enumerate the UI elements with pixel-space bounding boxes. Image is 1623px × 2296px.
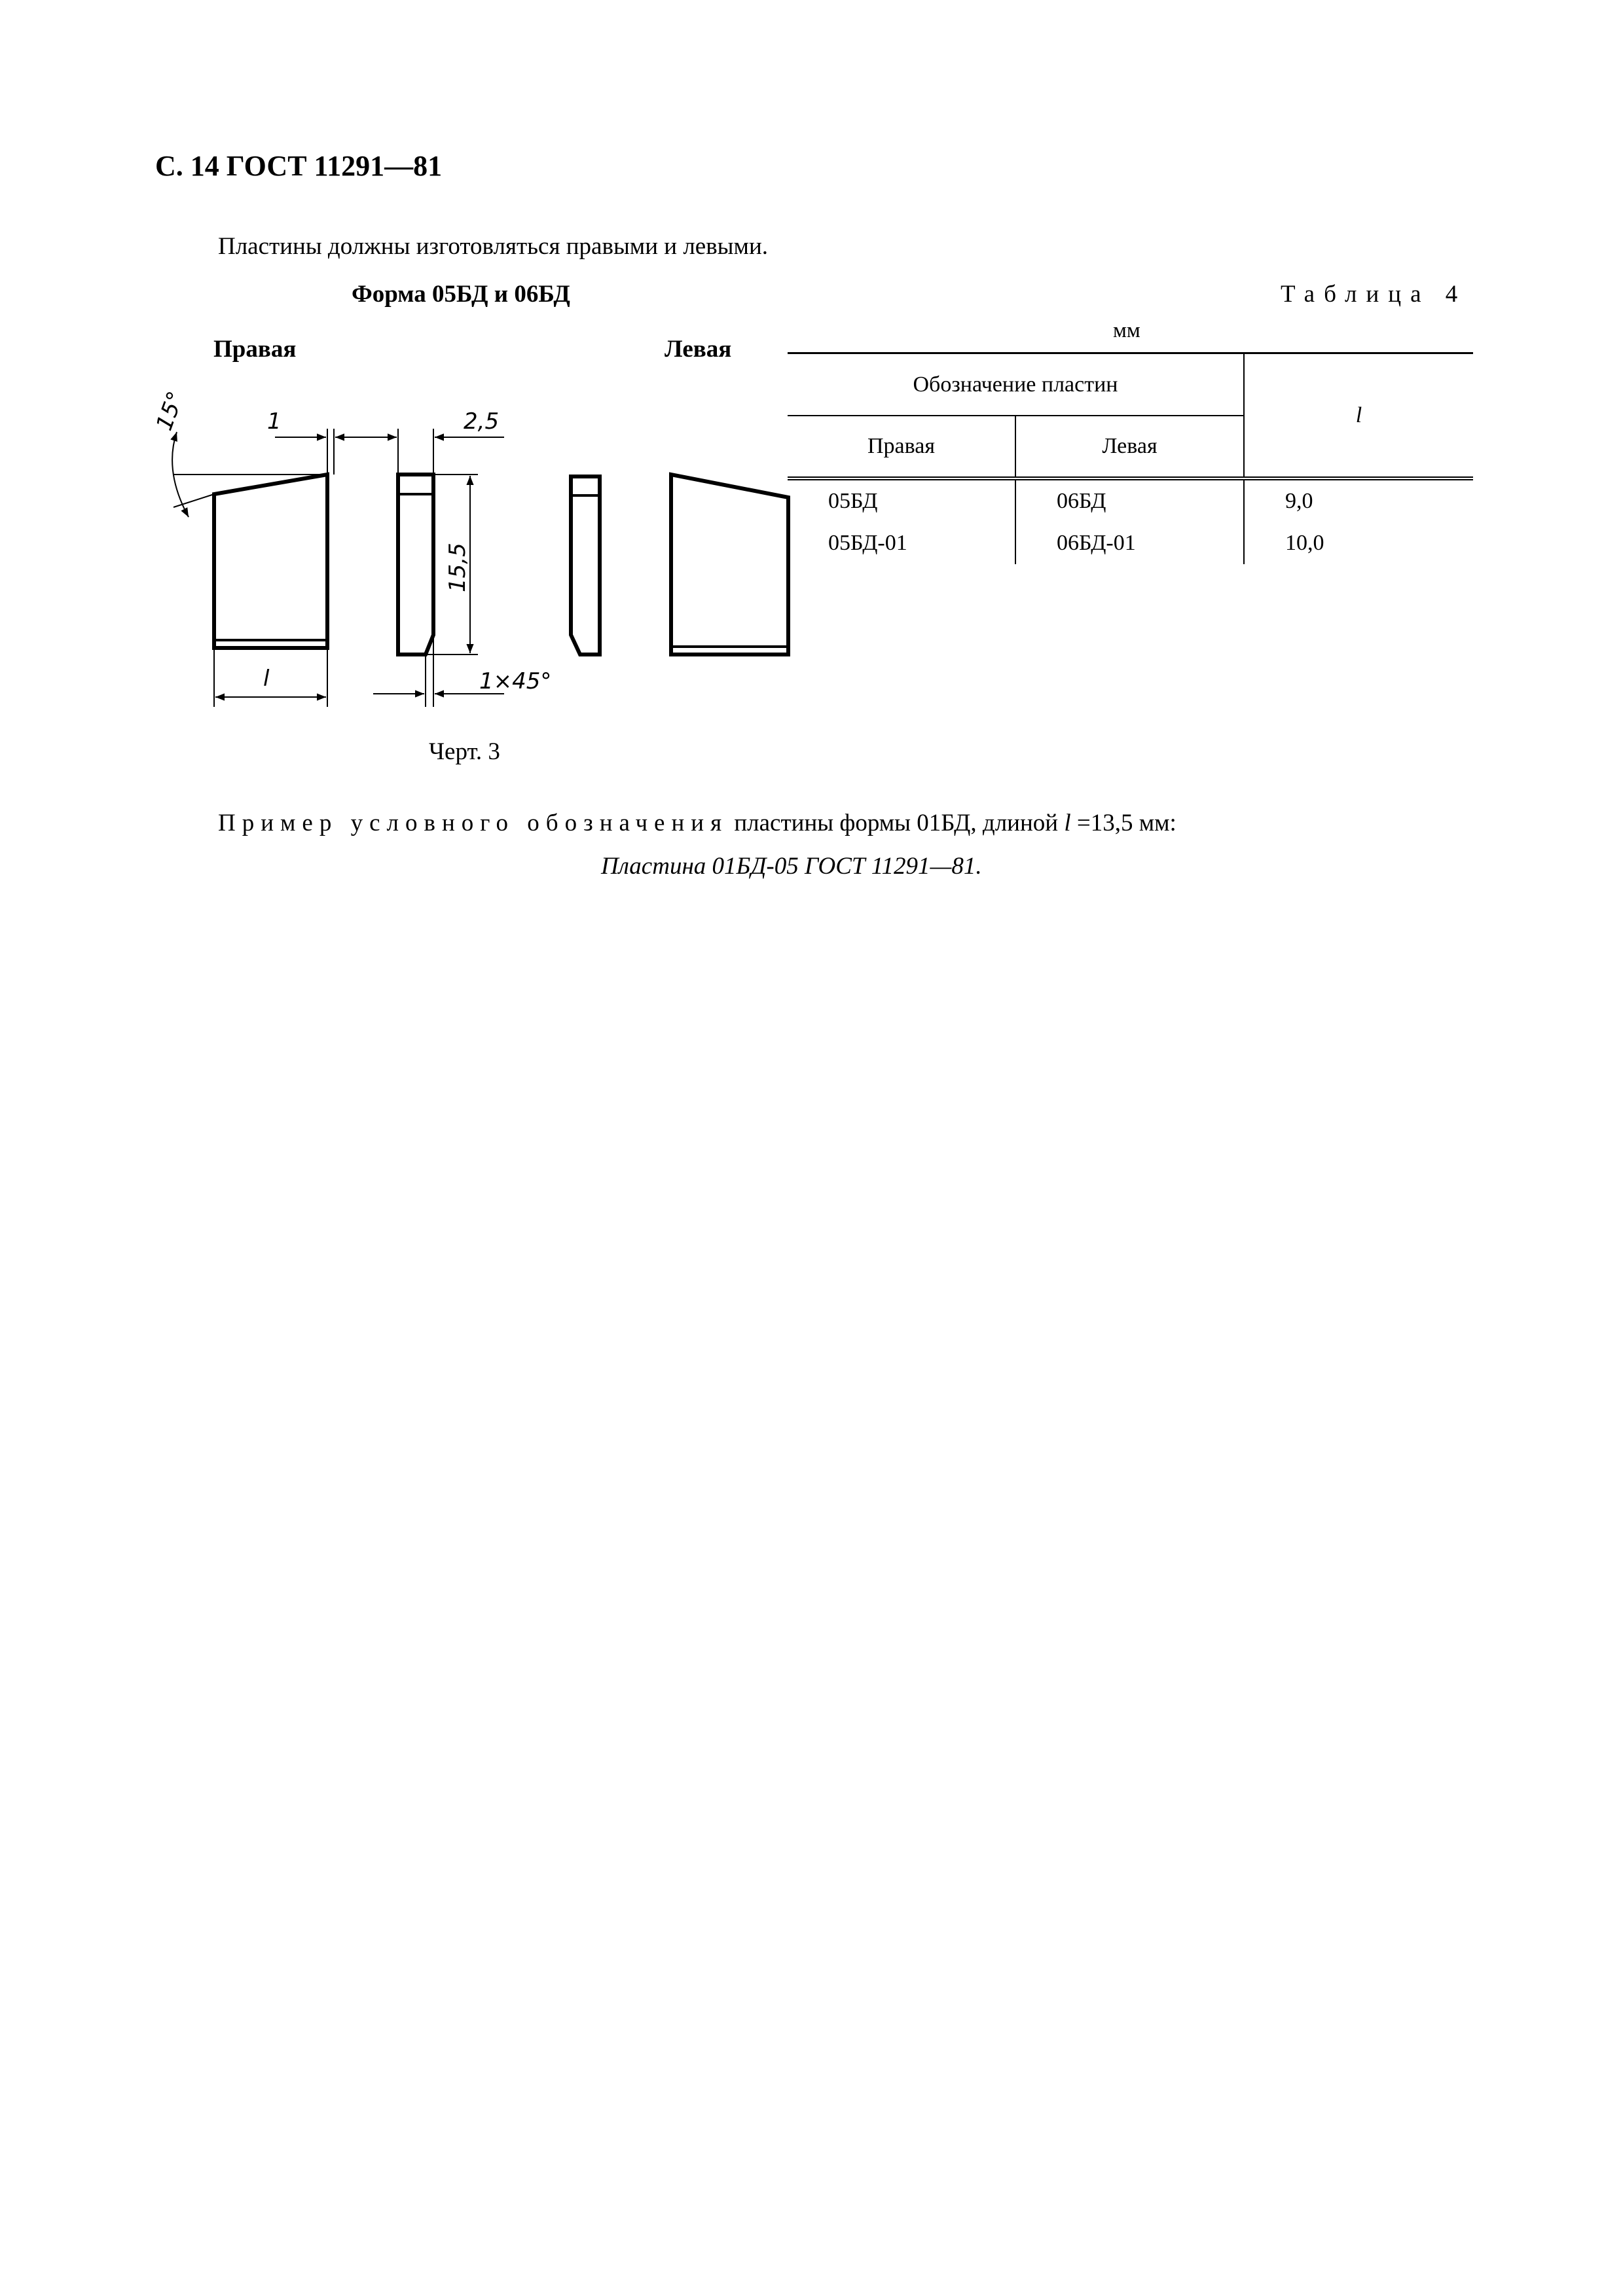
dim-angle: 15° [151, 387, 190, 435]
example-rest: пластины формы 01БД, длиной [728, 810, 1065, 836]
example-value: =13,5 мм: [1070, 810, 1176, 836]
left-plate-front [671, 475, 788, 655]
label-right: Правая [213, 336, 297, 363]
technical-drawing [151, 367, 799, 720]
designation-example: Пластина 01БД-05 ГОСТ 11291—81. [601, 853, 982, 880]
left-plate-side [571, 476, 600, 655]
dim-top-right: 2,5 [464, 408, 500, 435]
dim-length: l [263, 666, 270, 692]
table-row [788, 522, 1473, 564]
dim-top-left: 1 [267, 408, 282, 435]
intro-text: Пластины должны изготовляться правыми и левыми. [218, 233, 768, 260]
example-var: l [1064, 810, 1071, 836]
header-right: Правая [788, 416, 1015, 478]
cell-right: 05БД [828, 489, 878, 513]
table-row [788, 478, 1473, 522]
table-title: Таблица 4 [1281, 281, 1467, 308]
dim-chamfer: 1×45° [479, 668, 552, 694]
example-label: Пример условного обозначения [218, 810, 729, 836]
header-left: Левая [1015, 416, 1244, 478]
right-plate-front [214, 475, 327, 648]
header-group: Обозначение пластин [788, 353, 1244, 416]
form-title: Форма 05БД и 06БД [352, 281, 570, 308]
cell-l: 10,0 [1244, 522, 1473, 564]
dim-height: 15,5 [445, 543, 471, 592]
plates-table [788, 352, 1473, 564]
figure-caption: Черт. 3 [429, 738, 500, 765]
table-units: мм [1113, 319, 1140, 342]
cell-left: 06БД-01 [1015, 522, 1244, 564]
header-l: l [1244, 353, 1473, 479]
label-left: Левая [665, 336, 732, 363]
cell-right: 05БД-01 [828, 531, 907, 555]
right-plate-side [398, 475, 433, 655]
cell-left: 06БД [1015, 478, 1244, 522]
page-header: С. 14 ГОСТ 11291—81 [155, 150, 443, 182]
cell-l: 9,0 [1244, 478, 1473, 522]
example-text [218, 809, 1176, 837]
